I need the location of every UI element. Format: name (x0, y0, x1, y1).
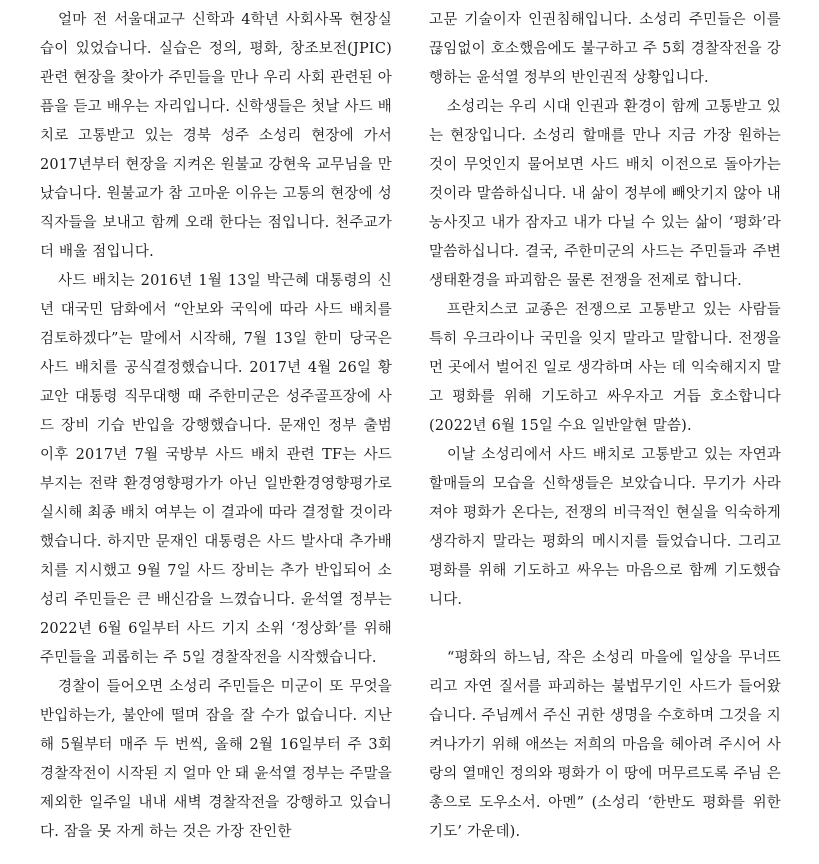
paragraph-human-rights-continued: 고문 기술이자 인권침해입니다. 소성리 주민들은 이를 끊임없이 호소했음에도 불구하고 주 5회 경찰작전을 강행하는 윤석열 정부의 반인권적 상황입니다. (429, 12, 781, 86)
paragraph-seminarians-prayed: 이날 소성리에서 사드 배치로 고통받고 있는 자연과 할매들의 모습을 신학생들은 보았습니다. 무기가 사라져야 평화가 온다는, 전쟁의 비극적인 현실을 익숙하게 생각하지 말라는 평화의 메시지를 들었습니다. 그리고 평화를 위해 기도하고 싸우는 마음으로 함께 기도했습니다. (429, 447, 781, 608)
paragraph-prayer-quote: “평화의 하느님, 작은 소성리 마을에 일상을 무너뜨리고 자연 질서를 파괴하는 불법무기인 사드가 들어왔습니다. 주님께서 주신 귀한 생명을 수호하며 그것을 지켜나가기 위해 애쓰는 저희의 마음을 헤아려 주시어 사랑의 열매인 정의와 평화가 이 땅에 머무르도록 주님 은총으로 도우소서. 아멘” (소성리 ‘한반도 평화를 위한 기도’ 가운데). (429, 650, 781, 840)
right-column (429, 6, 781, 847)
paragraph-pope-francis: 프란치스코 교종은 전쟁으로 고통받고 있는 사람들 특히 우크라이나 국민을 잊지 말라고 말합니다. 전쟁을 먼 곳에서 벌어진 일로 생각하며 사는 데 익숙해지지 말고 평화를 위해 기도하고 싸우자고 거듭 호소합니다(2022년 6월 15일 수요 일반알현 말씀). (429, 302, 781, 434)
left-column (40, 6, 392, 847)
paragraph-thaad-history: 사드 배치는 2016년 1월 13일 박근혜 대통령의 신년 대국민 담화에서 “안보와 국익에 따라 사드 배치를 검토하겠다”는 말에서 시작해, 7월 13일 한미 당국은 사드 배치를 공식결정했습니다. 2017년 4월 26일 황교안 대통령 직무대행 때 주한미군은 성주골프장에 사드 장비 기습 반입을 강행했습니다. 문재인 정부 출범 이후 2017년 7월 국방부 사드 배치 관련 TF는 사드 부지는 전략 환경영향평가가 아닌 일반환경영향평가로 실시해 최종 배치 여부는 이 결과에 따라 결정할 것이라 했습니다. 하지만 문재인 대통령은 사드 발사대 추가배치를 지시했고 9월 7일 사드 장비는 추가 반입되어 소성리 주민들은 큰 배신감을 느꼈습니다. 윤석열 정부는 2022년 6월 6일부터 사드 기지 소위 ‘정상화’를 위해 주민들을 괴롭히는 주 5일 경찰작전을 시작했습니다. (40, 273, 392, 666)
paragraph-spacer (429, 615, 781, 644)
paragraph-field-practicum: 얼마 전 서울대교구 신학과 4학년 사회사목 현장실습이 있었습니다. 실습은 정의, 평화, 창조보전(JPIC) 관련 현장을 찾아가 주민들을 만나 우리 사회 관련된 아픔을 듣고 배우는 자리입니다. 신학생들은 첫날 사드 배치로 고통받고 있는 경북 성주 소성리 현장에 가서 2017년부터 현장을 지켜온 원불교 강현욱 교무님을 만났습니다. 원불교가 참 고마운 이유는 고통의 현장에 성직자들을 보내고 함께 오래 한다는 점입니다. 천주교가 더 배울 점입니다. (40, 12, 392, 260)
paragraph-police-operations: 경찰이 들어오면 소성리 주민들은 미군이 또 무엇을 반입하는가, 불안에 떨며 잠을 잘 수가 없습니다. 지난해 5월부터 매주 두 번씩, 올해 2월 16일부터 주 3회 경찰작전이 시작된 지 얼마 안 돼 윤석열 정부는 주말을 제외한 일주일 내내 새벽 경찰작전을 강행하고 있습니다. 잠을 못 자게 하는 것은 가장 잔인한 (40, 679, 392, 840)
paragraph-soseong-ri-peace: 소성리는 우리 시대 인권과 환경이 함께 고통받고 있는 현장입니다. 소성리 할매를 만나 지금 가장 원하는 것이 무엇인지 물어보면 사드 배치 이전으로 돌아가는 것이라 말씀하십니다. 내 삶이 정부에 빼앗기지 않아 내 농사짓고 내가 잠자고 내가 다닐 수 있는 삶이 ‘평화’라 말씀하십니다. 결국, 주한미군의 사드는 주민들과 주변 생태환경을 파괴함은 물론 전쟁을 전제로 합니다. (429, 99, 781, 289)
